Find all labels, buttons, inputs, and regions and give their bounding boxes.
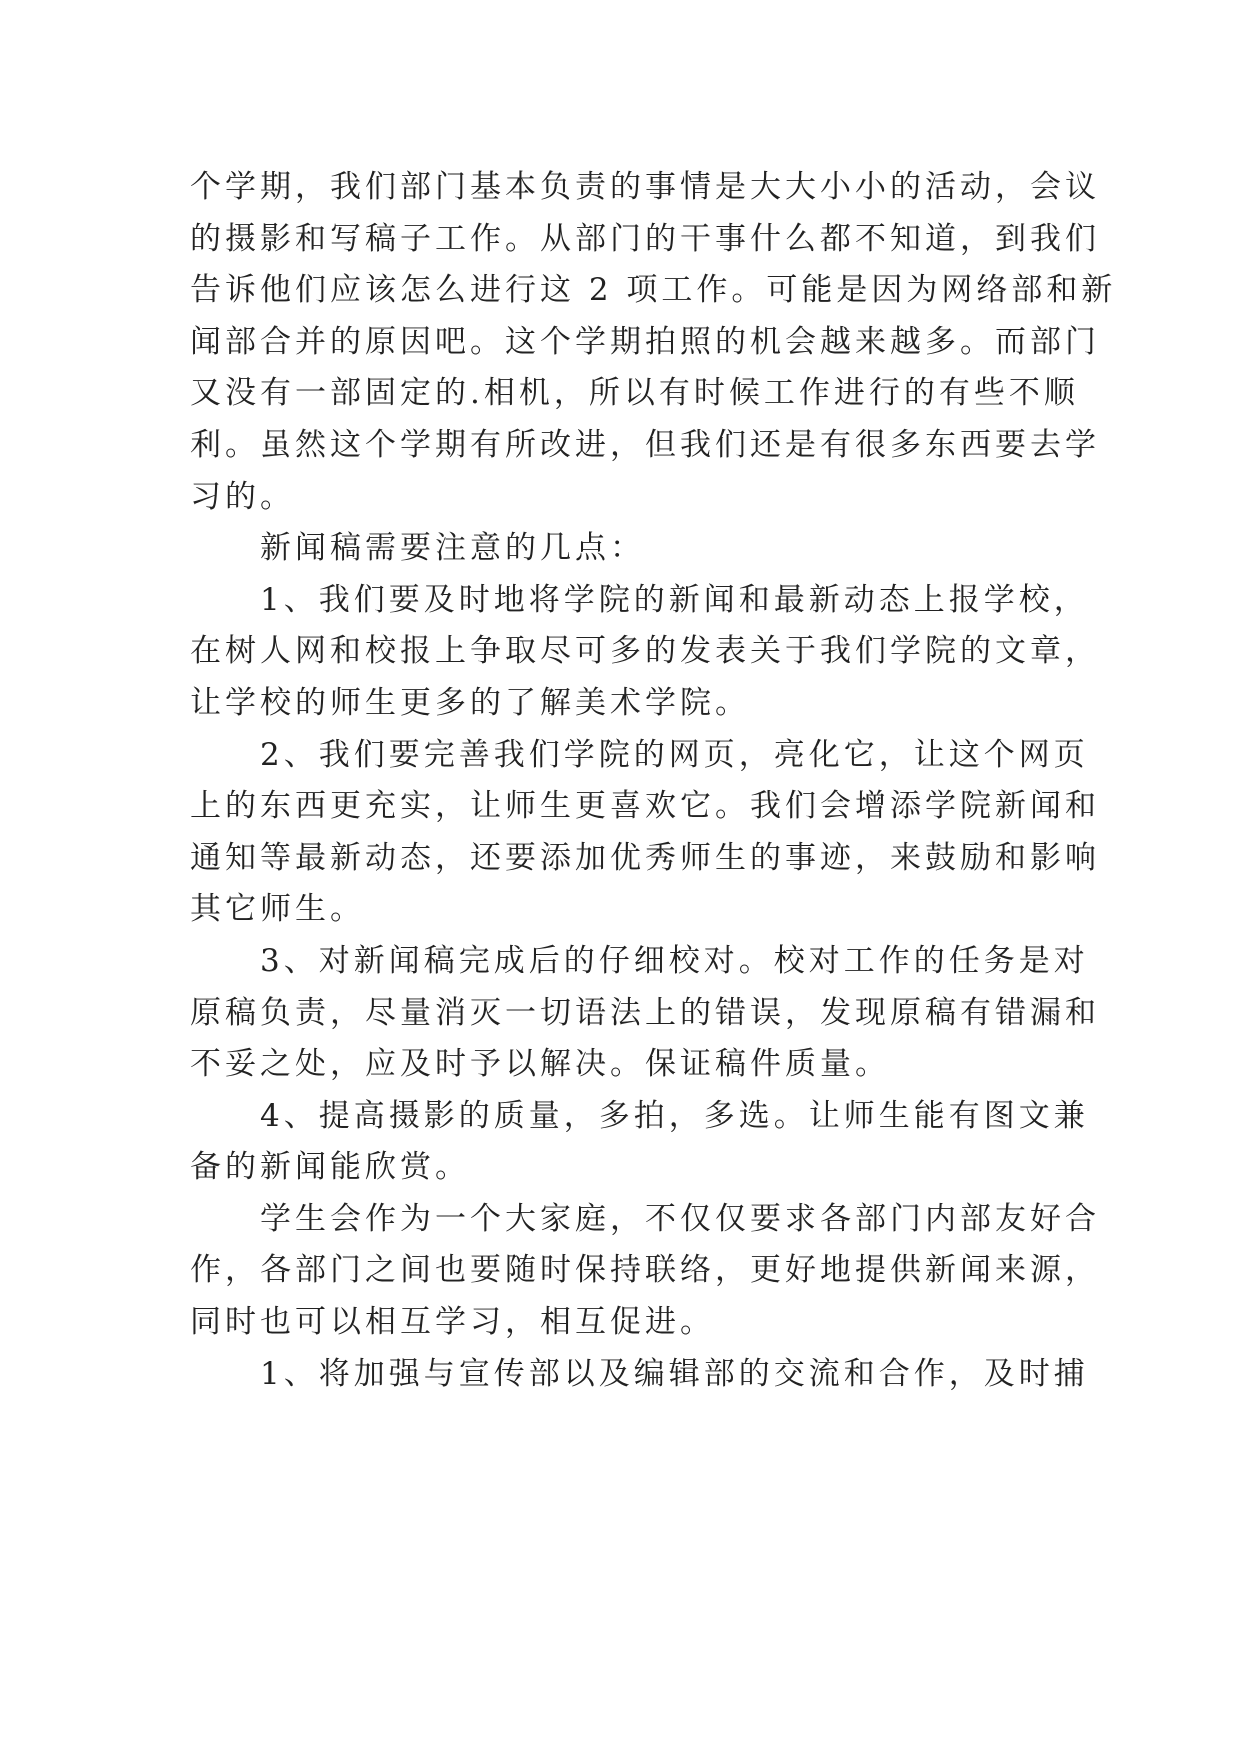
text-line: 个学期，我们部门基本负责的事情是大大小小的活动，会议 bbox=[190, 169, 1100, 205]
text-line: 其它师生。 bbox=[190, 891, 365, 928]
text-line: 通知等最新动态，还要添加优秀师生的事迹，来鼓励和影响 bbox=[190, 839, 1100, 876]
text-line: 备的新闻能欣赏。 bbox=[190, 1149, 470, 1186]
text-line: 的摄影和写稿子工作。从部门的干事什么都不知道，到我们 bbox=[190, 220, 1100, 257]
text-line: 闻部合并的原因吧。这个学期拍照的机会越来越多。而部门 bbox=[190, 323, 1100, 360]
text-line: 上的东西更充实，让师生更喜欢它。我们会增添学院新闻和 bbox=[190, 788, 1100, 825]
text-line: 1、将加强与宣传部以及编辑部的交流和合作，及时捕 bbox=[190, 1355, 1089, 1392]
text-line: 在树人网和校报上争取尽可多的发表关于我们学院的文章， bbox=[190, 633, 1100, 670]
text-line: 原稿负责，尽量消灭一切语法上的错误，发现原稿有错漏和 bbox=[190, 994, 1100, 1031]
text-line: 习的。 bbox=[190, 478, 295, 515]
text-line: 学生会作为一个大家庭，不仅仅要求各部门内部友好合 bbox=[190, 1200, 1100, 1237]
document-body bbox=[190, 162, 1117, 1400]
text-line: 2、我们要完善我们学院的网页，亮化它，让这个网页 bbox=[190, 736, 1089, 773]
text-line: 告诉他们应该怎么进行这 2 项工作。可能是因为网络部和新 bbox=[190, 272, 1117, 309]
text-line: 又没有一部固定的.相机，所以有时候工作进行的有些不顺 bbox=[190, 375, 1079, 412]
text-line: 新闻稿需要注意的几点： bbox=[190, 530, 645, 567]
text-line: 让学校的师生更多的了解美术学院。 bbox=[190, 684, 750, 721]
text-line: 同时也可以相互学习，相互促进。 bbox=[190, 1304, 715, 1341]
text-line: 3、对新闻稿完成后的仔细校对。校对工作的任务是对 bbox=[190, 942, 1089, 979]
text-line: 作，各部门之间也要随时保持联络，更好地提供新闻来源， bbox=[190, 1252, 1100, 1289]
text-line: 1、我们要及时地将学院的新闻和最新动态上报学校， bbox=[190, 581, 1089, 618]
text-line: 不妥之处，应及时予以解决。保证稿件质量。 bbox=[190, 1046, 890, 1083]
text-line: 利。虽然这个学期有所改进，但我们还是有很多东西要去学 bbox=[190, 426, 1100, 463]
text-line: 4、提高摄影的质量，多拍，多选。让师生能有图文兼 bbox=[190, 1097, 1089, 1134]
